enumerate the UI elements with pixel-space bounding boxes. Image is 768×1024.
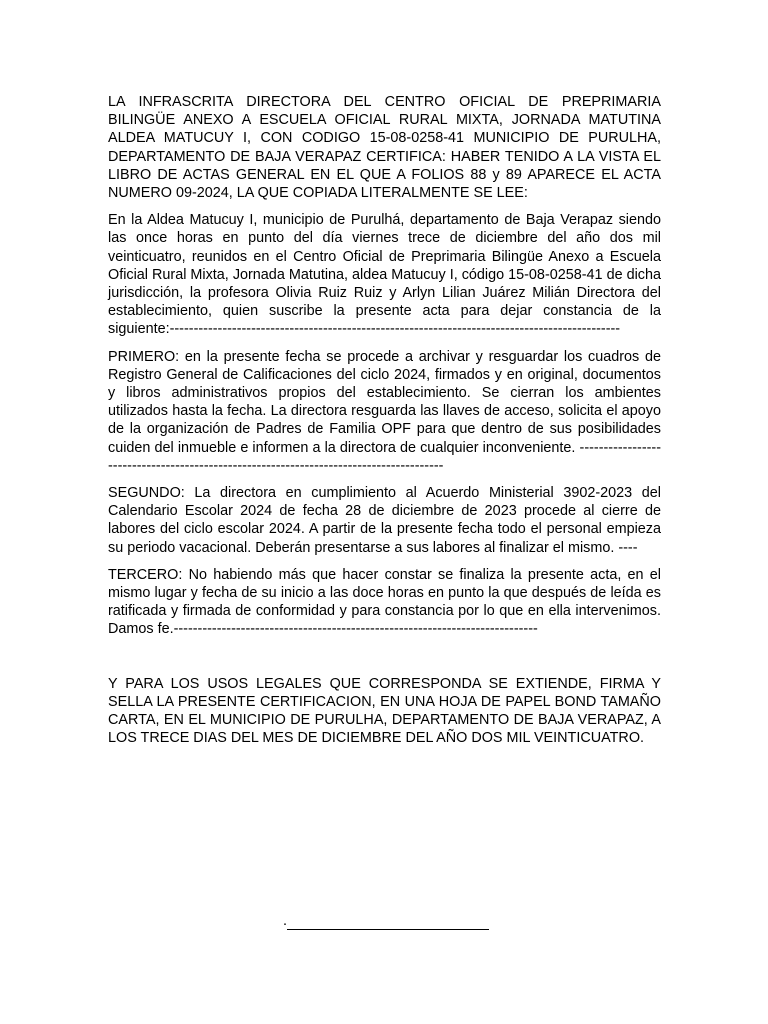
- signature-line: [287, 912, 489, 930]
- clause-tercero: TERCERO: No habiendo más que hacer constar se finaliza la presente acta, en el mismo lugar y fecha de su inicio a las doce horas en punto la que después de leída es ratificada y firmada de conformidad y para constancia por lo que en ella intervenimos. Damos fe.----------------------------------------------------------------------------: [108, 566, 661, 638]
- act-opening: [108, 211, 661, 338]
- signature-prefix: .: [283, 913, 287, 929]
- certification-intro: LA INFRASCRITA DIRECTORA DEL CENTRO OFICIAL DE PREPRIMARIA BILINGÜE ANEXO A ESCUELA OFICIAL RURAL MIXTA, JORNADA MATUTINA ALDEA MATUCUY I, CON CODIGO 15-08-0258-41 MUNICIPIO DE PURULHA, DEPARTAMENTO DE BAJA VERAPAZ CERTIFICA: HABER TENIDO A LA VISTA EL LIBRO DE ACTAS GENERAL EN EL QUE A FOLIOS 88 y 89 APARECE EL ACTA NUMERO 09-2024, LA QUE COPIADA LITERALMENTE SE LEE:: [108, 94, 661, 202]
- act-opening-text: En la Aldea Matucuy I, municipio de Purulhá, departamento de Baja Verapaz siendo las once horas en punto del día viernes trece de diciembre del año dos mil veinticuatro, reunidos en el Centro Oficial de Preprimaria Bilingüe Anexo a Escuela Oficial Rural Mixta, Jornada Matutina, aldea Matucuy I, código 15-08-0258-41 de dicha jurisdicción, la profesora Olivia Ruiz Ruiz y Arlyn Lilian Juárez Milián Directora del establecimiento, quien suscribe la presente acta para dejar constancia de la: [108, 212, 661, 320]
- certification-closing: Y PARA LOS USOS LEGALES QUE CORRESPONDA SE EXTIENDE, FIRMA Y SELLA LA PRESENTE CERTIFICACION, EN UNA HOJA DE PAPEL BOND TAMAÑO CARTA, EN EL MUNICIPIO DE PURULHA, DEPARTAMENTO DE BAJA VERAPAZ, A LOS TRECE DIAS DEL MES DE DICIEMBRE DEL AÑO DOS MIL VEINTICUATRO.: [108, 675, 661, 747]
- clause-segundo: SEGUNDO: La directora en cumplimiento al Acuerdo Ministerial 3902-2023 del Calendario Escolar 2024 de fecha 28 de diciembre de 2023 procede al cierre de labores del ciclo escolar 2024. A partir de la presente fecha todo el personal empieza su periodo vacacional. Deberán presentarse a sus labores al finalizar el mismo. ----: [108, 485, 661, 556]
- document-body: [108, 93, 661, 748]
- act-opening-tail: siguiente:----------------------------------------------------------------------------------------------: [108, 321, 621, 338]
- clause-primero: PRIMERO: en la presente fecha se procede a archivar y resguardar los cuadros de Registro General de Calificaciones del ciclo 2024, firmados y en original, documentos y libros administrativos propios del establecimiento. Se cierran los ambientes utilizados hasta la fecha. La directora resguarda las llaves de acceso, solicita el apoyo de la organización de Padres de Familia OPF para que dentro de sus posibilidades cuiden del inmueble e informen a la directora de cualquier inconveniente. ---------------------------------------------------------------------------------------: [108, 348, 661, 474]
- signature-block: [283, 912, 489, 930]
